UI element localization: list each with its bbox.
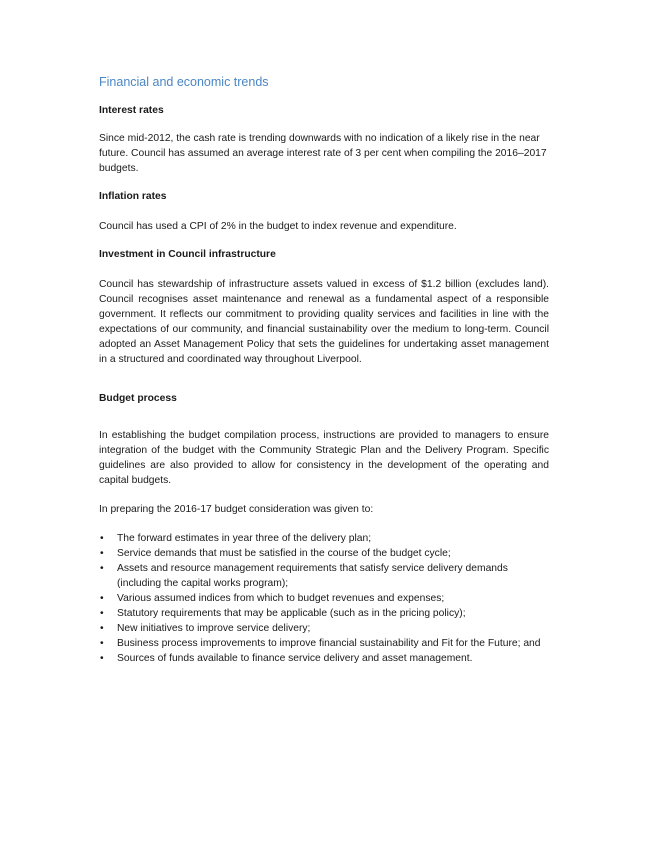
list-item: • Sources of funds available to finance service delivery and asset management. [99,651,549,666]
budget-intro: In preparing the 2016-17 budget consideration was given to: [99,504,374,515]
inflation-rates-text: Council has used a CPI of 2% in the budget to index revenue and expenditure. [99,221,457,232]
list-item: • Business process improvements to improve financial sustainability and Fit for the Future; and [99,636,549,651]
list-item: • Assets and resource management requirements that satisfy service delivery demands (including the capital works program); [99,561,549,591]
inflation-rates-heading: Inflation rates [99,191,167,202]
budget-process-heading: Budget process [99,393,177,404]
list-item: • Service demands that must be satisfied in the course of the budget cycle; [99,546,549,561]
list-item: • Various assumed indices from which to budget revenues and expenses; [99,591,549,606]
list-item: • Statutory requirements that may be applicable (such as in the pricing policy); [99,606,549,621]
budget-process-text: In establishing the budget compilation process, instructions are provided to managers to ensure integration of the budget with the Community Strategic Plan and the Delivery Program. Specific guidelines are also provided to allow for consistency in the development of the operating and capital budgets. [99,430,549,486]
page-content [99,74,549,666]
page-title: Financial and economic trends [99,75,269,89]
list-item: • New initiatives to improve service delivery; [99,621,549,636]
investment-heading: Investment in Council infrastructure [99,249,276,260]
investment-text: Council has stewardship of infrastructure assets valued in excess of $1.2 billion (excludes land). Council recognises asset maintenance and renewal as a fundamental aspect of a responsible government. It reflects our commitment to providing quality services and facilities in line with the expectations of our community, and financial sustainability over the medium to long-term. Council adopted an Asset Management Policy that sets the guidelines for undertaking asset management in a structured and coordinated way throughout Liverpool. [99,279,549,365]
list-item: • The forward estimates in year three of the delivery plan; [99,531,549,546]
budget-considerations-list [99,531,549,666]
interest-rates-heading: Interest rates [99,105,164,116]
interest-rates-text: Since mid-2012, the cash rate is trending downwards with no indication of a likely rise in the near future. Council has assumed an average interest rate of 3 per cent when compiling the 2016–2017 budgets. [99,133,547,174]
